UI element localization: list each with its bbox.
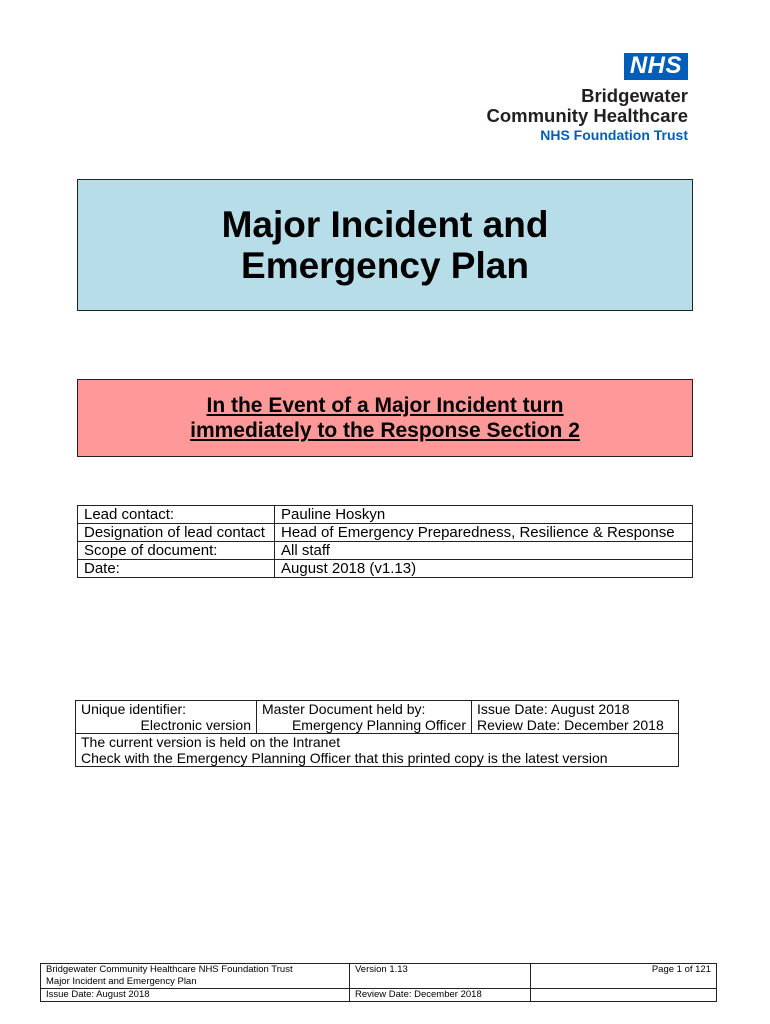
title-line2: Emergency Plan — [241, 245, 529, 286]
alert-box — [77, 379, 693, 457]
footer-issue-date: Issue Date: August 2018 — [41, 989, 350, 1002]
footer-row — [41, 964, 717, 989]
footer-org-cell — [41, 964, 350, 989]
unique-identifier-label: Unique identifier: — [81, 701, 187, 717]
footer-page-number: Page 1 of 121 — [531, 964, 717, 989]
page-footer — [40, 963, 717, 1002]
master-document-label: Master Document held by: — [262, 701, 426, 717]
master-document-value: Emergency Planning Officer — [291, 717, 466, 733]
footer-version: Version 1.13 — [350, 964, 531, 989]
table-cell-value: All staff — [275, 542, 693, 560]
table-row — [76, 701, 679, 734]
version-note-line2: Check with the Emergency Planning Officer that this printed copy is the latest version — [81, 750, 608, 766]
alert-line1: In the Event of a Major Incident turn — [206, 394, 564, 417]
document-title — [222, 204, 549, 286]
table-row — [78, 542, 693, 560]
master-document-cell — [257, 701, 472, 734]
footer-org: Bridgewater Community Healthcare NHS Foundation Trust — [46, 964, 293, 975]
review-date: Review Date: December 2018 — [477, 717, 664, 733]
table-cell-key: Date: — [78, 560, 275, 578]
alert-text — [190, 393, 580, 443]
table-row — [78, 524, 693, 542]
footer-empty-cell — [531, 989, 717, 1002]
table-cell-value: Head of Emergency Preparedness, Resilience & Response — [275, 524, 693, 542]
version-note-line1: The current version is held on the Intranet — [81, 734, 341, 750]
nhs-badge: NHS — [624, 53, 688, 80]
version-note-cell — [76, 734, 679, 767]
document-title-box — [77, 179, 693, 311]
table-cell-key: Scope of document: — [78, 542, 275, 560]
lead-contact-table — [77, 505, 693, 578]
org-name-line2: Community Healthcare — [486, 105, 688, 126]
dates-cell — [472, 701, 679, 734]
document-identifier-table — [75, 700, 679, 767]
title-line1: Major Incident and — [221, 204, 549, 245]
footer-review-date: Review Date: December 2018 — [350, 989, 531, 1002]
org-trust-name: NHS Foundation Trust — [540, 127, 688, 143]
issue-date: Issue Date: August 2018 — [477, 701, 630, 717]
unique-identifier-cell — [76, 701, 257, 734]
table-row — [78, 506, 693, 524]
footer-doc-title: Major Incident and Emergency Plan — [46, 976, 197, 987]
alert-line2: immediately to the Response Section 2 — [190, 419, 580, 442]
nhs-trust-logo — [487, 53, 689, 143]
org-name-line1: Bridgewater — [581, 85, 688, 106]
table-cell-value: August 2018 (v1.13) — [275, 560, 693, 578]
table-row — [78, 560, 693, 578]
unique-identifier-value: Electronic version — [140, 717, 251, 733]
table-row — [76, 734, 679, 767]
table-cell-key: Designation of lead contact — [78, 524, 275, 542]
table-cell-value: Pauline Hoskyn — [275, 506, 693, 524]
table-cell-key: Lead contact: — [78, 506, 275, 524]
footer-row — [41, 989, 717, 1002]
